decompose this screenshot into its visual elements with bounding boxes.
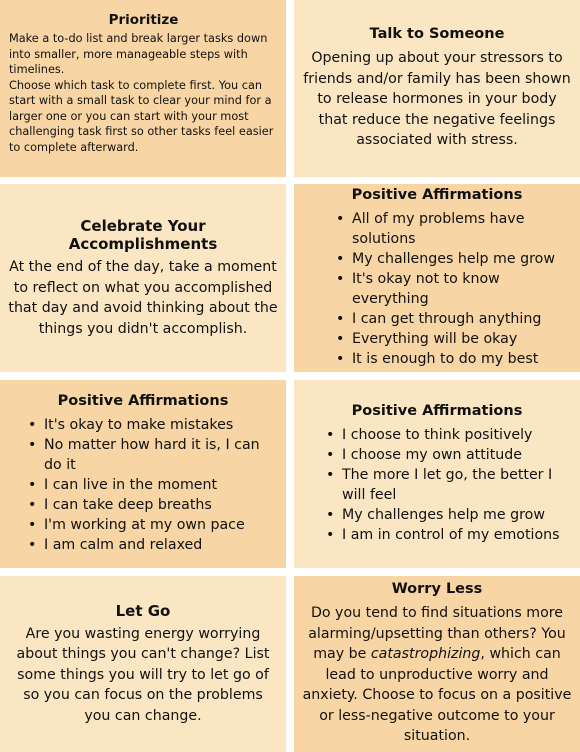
list-item: • I'm working at my own pace [22, 515, 278, 535]
affirmation-list [320, 425, 572, 545]
list-item: • All of my problems have solutions [330, 209, 572, 249]
card-text [302, 603, 572, 747]
card-title: Celebrate Your Accomplishments [68, 217, 218, 253]
card-text: At the end of the day, take a moment to reflect on what you accomplished that day and avoid thinking about the things you didn't accomplish. [8, 259, 278, 337]
card-text: Opening up about your stressors to friends and/or family has been shown to release hormones in your body that reduce the negative feelings associated with stress. [303, 50, 571, 149]
card-positive-affirmations-2 [0, 380, 286, 568]
card-prioritize [0, 0, 286, 177]
list-item: • I choose my own attitude [320, 445, 572, 465]
card-title: Let Go [115, 601, 171, 620]
list-item: • Everything will be okay [330, 329, 572, 349]
card-title: Worry Less [391, 581, 483, 598]
list-item: • I am calm and relaxed [22, 535, 278, 555]
list-item: • It's okay to make mistakes [22, 415, 278, 435]
list-item: • No matter how hard it is, I can do it [22, 435, 278, 475]
card-positive-affirmations-1 [294, 184, 580, 372]
list-item: • My challenges help me grow [320, 505, 572, 525]
list-item: • The more I let go, the better I will feel [320, 465, 572, 505]
affirmation-list [330, 209, 572, 369]
card-title: Positive Affirmations [351, 402, 523, 419]
card-title: Positive Affirmations [351, 186, 523, 203]
list-item: • I choose to think positively [320, 425, 572, 445]
list-item: • I can get through anything [330, 309, 572, 329]
card-talk-to-someone [294, 0, 580, 177]
emphasis-term: catastrophizing [370, 646, 481, 663]
affirmation-list [22, 415, 278, 555]
card-title: Talk to Someone [369, 26, 505, 43]
list-item: • I can live in the moment [22, 475, 278, 495]
card-positive-affirmations-3 [294, 380, 580, 568]
card-let-go [0, 576, 286, 752]
card-title: Positive Affirmations [57, 392, 229, 409]
card-text: Are you wasting energy worrying about things you can't change? List some things you will try to let go of so you can focus on the problems you can change. [16, 625, 270, 724]
list-item: • I am in control of my emotions [320, 525, 572, 545]
card-text: Make a to-do list and break larger tasks down into smaller, more manageable steps with timelines. [9, 32, 268, 77]
list-item: • It's okay not to know everything [330, 269, 572, 309]
card-text-part: Do you tend to find situations more alarming/upsetting than others? You may be [308, 605, 566, 663]
list-item: • My challenges help me grow [330, 249, 572, 269]
card-text: Choose which task to complete first. You can start with a small task to clear your mind for a larger one or you can start with your most challenging task first so other tasks feel easier to complete afterward. [9, 78, 274, 154]
card-title: Prioritize [108, 12, 179, 28]
card-text-part: , which can lead to unproductive worry and anxiety. Choose to focus on a positive or less-negative outcome to your situation. [302, 646, 572, 745]
list-item: • I can take deep breaths [22, 495, 278, 515]
card-celebrate-accomplishments [0, 184, 286, 372]
list-item: • It is enough to do my best [330, 349, 572, 369]
card-worry-less [294, 576, 580, 752]
